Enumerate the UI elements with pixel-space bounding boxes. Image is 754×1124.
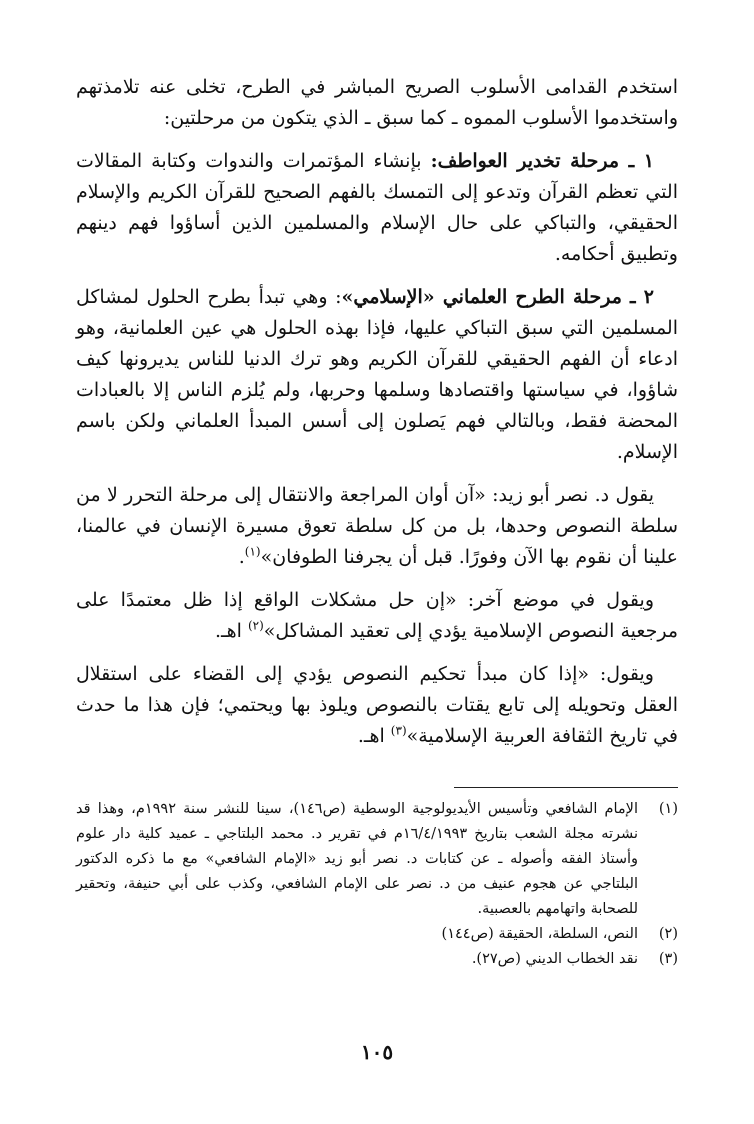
footnote-text: النص، السلطة، الحقيقة (ص١٤٤) — [441, 926, 638, 942]
footnote-item — [76, 797, 678, 922]
footnote-number: (٣) — [658, 951, 678, 967]
stage-two-text: : وهي تبدأ بطرح الحلول لمشاكل المسلمين التي سبق التباكي عليها، فإذا بهذه الحلول هي عين العلمانية، وهو ادعاء أن الفهم الحقيقي للقرآن الكريم وهو ترك الدنيا للناس يديرونها كيف شاؤوا، في سياستها واقتصادها وسلمها وحربها، ولم يُلزم الناس إلا بالعبادات المحضة فقط، وبالتالي فهم يَصلون إلى أسس المبدأ العلماني ولكن باسم الإسلام. — [76, 286, 678, 463]
paragraph-quote-three — [76, 659, 678, 752]
footnote-ref-2[interactable]: (٢) — [247, 618, 264, 633]
stage-two-heading: ٢ ـ مرحلة الطرح العلماني «الإسلامي» — [341, 286, 655, 308]
page-number: ١٠٥ — [360, 1040, 394, 1064]
quote-two-text: ويقول في موضع آخر: «إن حل مشكلات الواقع إذا ظل معتمدًا على مرجعية النصوص الإسلامية يؤدي إلى تعقيد المشاكل» — [76, 589, 678, 642]
footnote-ref-3[interactable]: (٣) — [390, 723, 407, 738]
paragraph-intro-text: استخدم القدامى الأسلوب الصريح المباشر في الطرح، تخلى عنه تلامذتهم واستخدموا الأسلوب المموه ـ كما سبق ـ الذي يتكون من مرحلتين: — [76, 76, 678, 129]
stage-one-heading: ١ ـ مرحلة تخدير العواطف: — [430, 150, 654, 172]
paragraph-quote-two — [76, 585, 678, 647]
footnote-item — [76, 922, 678, 947]
footnote-divider — [454, 787, 678, 788]
paragraph-stage-one — [76, 146, 678, 270]
footnote-number: (١) — [658, 801, 678, 817]
paragraph-intro — [76, 72, 678, 134]
quote-three-end: اهـ. — [357, 725, 391, 747]
footnote-item — [76, 947, 678, 972]
footnote-text: الإمام الشافعي وتأسيس الأيديولوجية الوسطية (ص١٤٦)، سينا للنشر سنة ١٩٩٢م، وهذا قد نشرته مجلة الشعب بتاريخ ١٦/٤/١٩٩٣م في تقرير د. محمد البلتاجي ـ عميد كلية دار علوم وأستاذ الفقه وأصوله ـ عن كتابات د. نصر أبو زيد «الإمام الشافعي» مع ما ذكره الدكتور البلتاجي عن هجوم عنيف من د. نصر على الإمام الشافعي، وكذب على أبي حنيفة، وتحقير للصحابة واتهامهم بالعصبية. — [76, 801, 638, 917]
footnote-number: (٢) — [658, 926, 678, 942]
footnotes — [76, 797, 678, 972]
paragraph-quote-one — [76, 480, 678, 573]
quote-three-text: ويقول: «إذا كان مبدأ تحكيم النصوص يؤدي إلى القضاء على استقلال العقل وتحويله إلى تابع يقتات بالنصوص ويلوذ بها ويحتمي؛ فإن هذا ما حدث في تاريخ الثقافة العربية الإسلامية» — [76, 663, 678, 747]
paragraph-stage-two — [76, 282, 678, 468]
quote-one-end: . — [238, 546, 245, 568]
main-text — [76, 72, 678, 764]
stage-one-text: بإنشاء المؤتمرات والندوات وكتابة المقالات التي تعظم القرآن وتدعو إلى التمسك بالفهم الصحيح للقرآن الكريم والإسلام الحقيقي، والتباكي على حال الإسلام والمسلمين الذين أساؤوا فهم دينهم وتطبيق أحكامه. — [76, 150, 678, 265]
footnote-text: نقد الخطاب الديني (ص٢٧). — [471, 951, 638, 967]
quote-two-end: اهـ. — [214, 620, 248, 642]
quote-one-text: يقول د. نصر أبو زيد: «آن أوان المراجعة والانتقال إلى مرحلة التحرر لا من سلطة النصوص وحدها، بل من كل سلطة تعوق مسيرة الإنسان في عالمنا، علينا أن نقوم بها الآن وفورًا. قبل أن يجرفنا الطوفان» — [76, 484, 678, 568]
footnote-ref-1[interactable]: (١) — [244, 544, 261, 559]
